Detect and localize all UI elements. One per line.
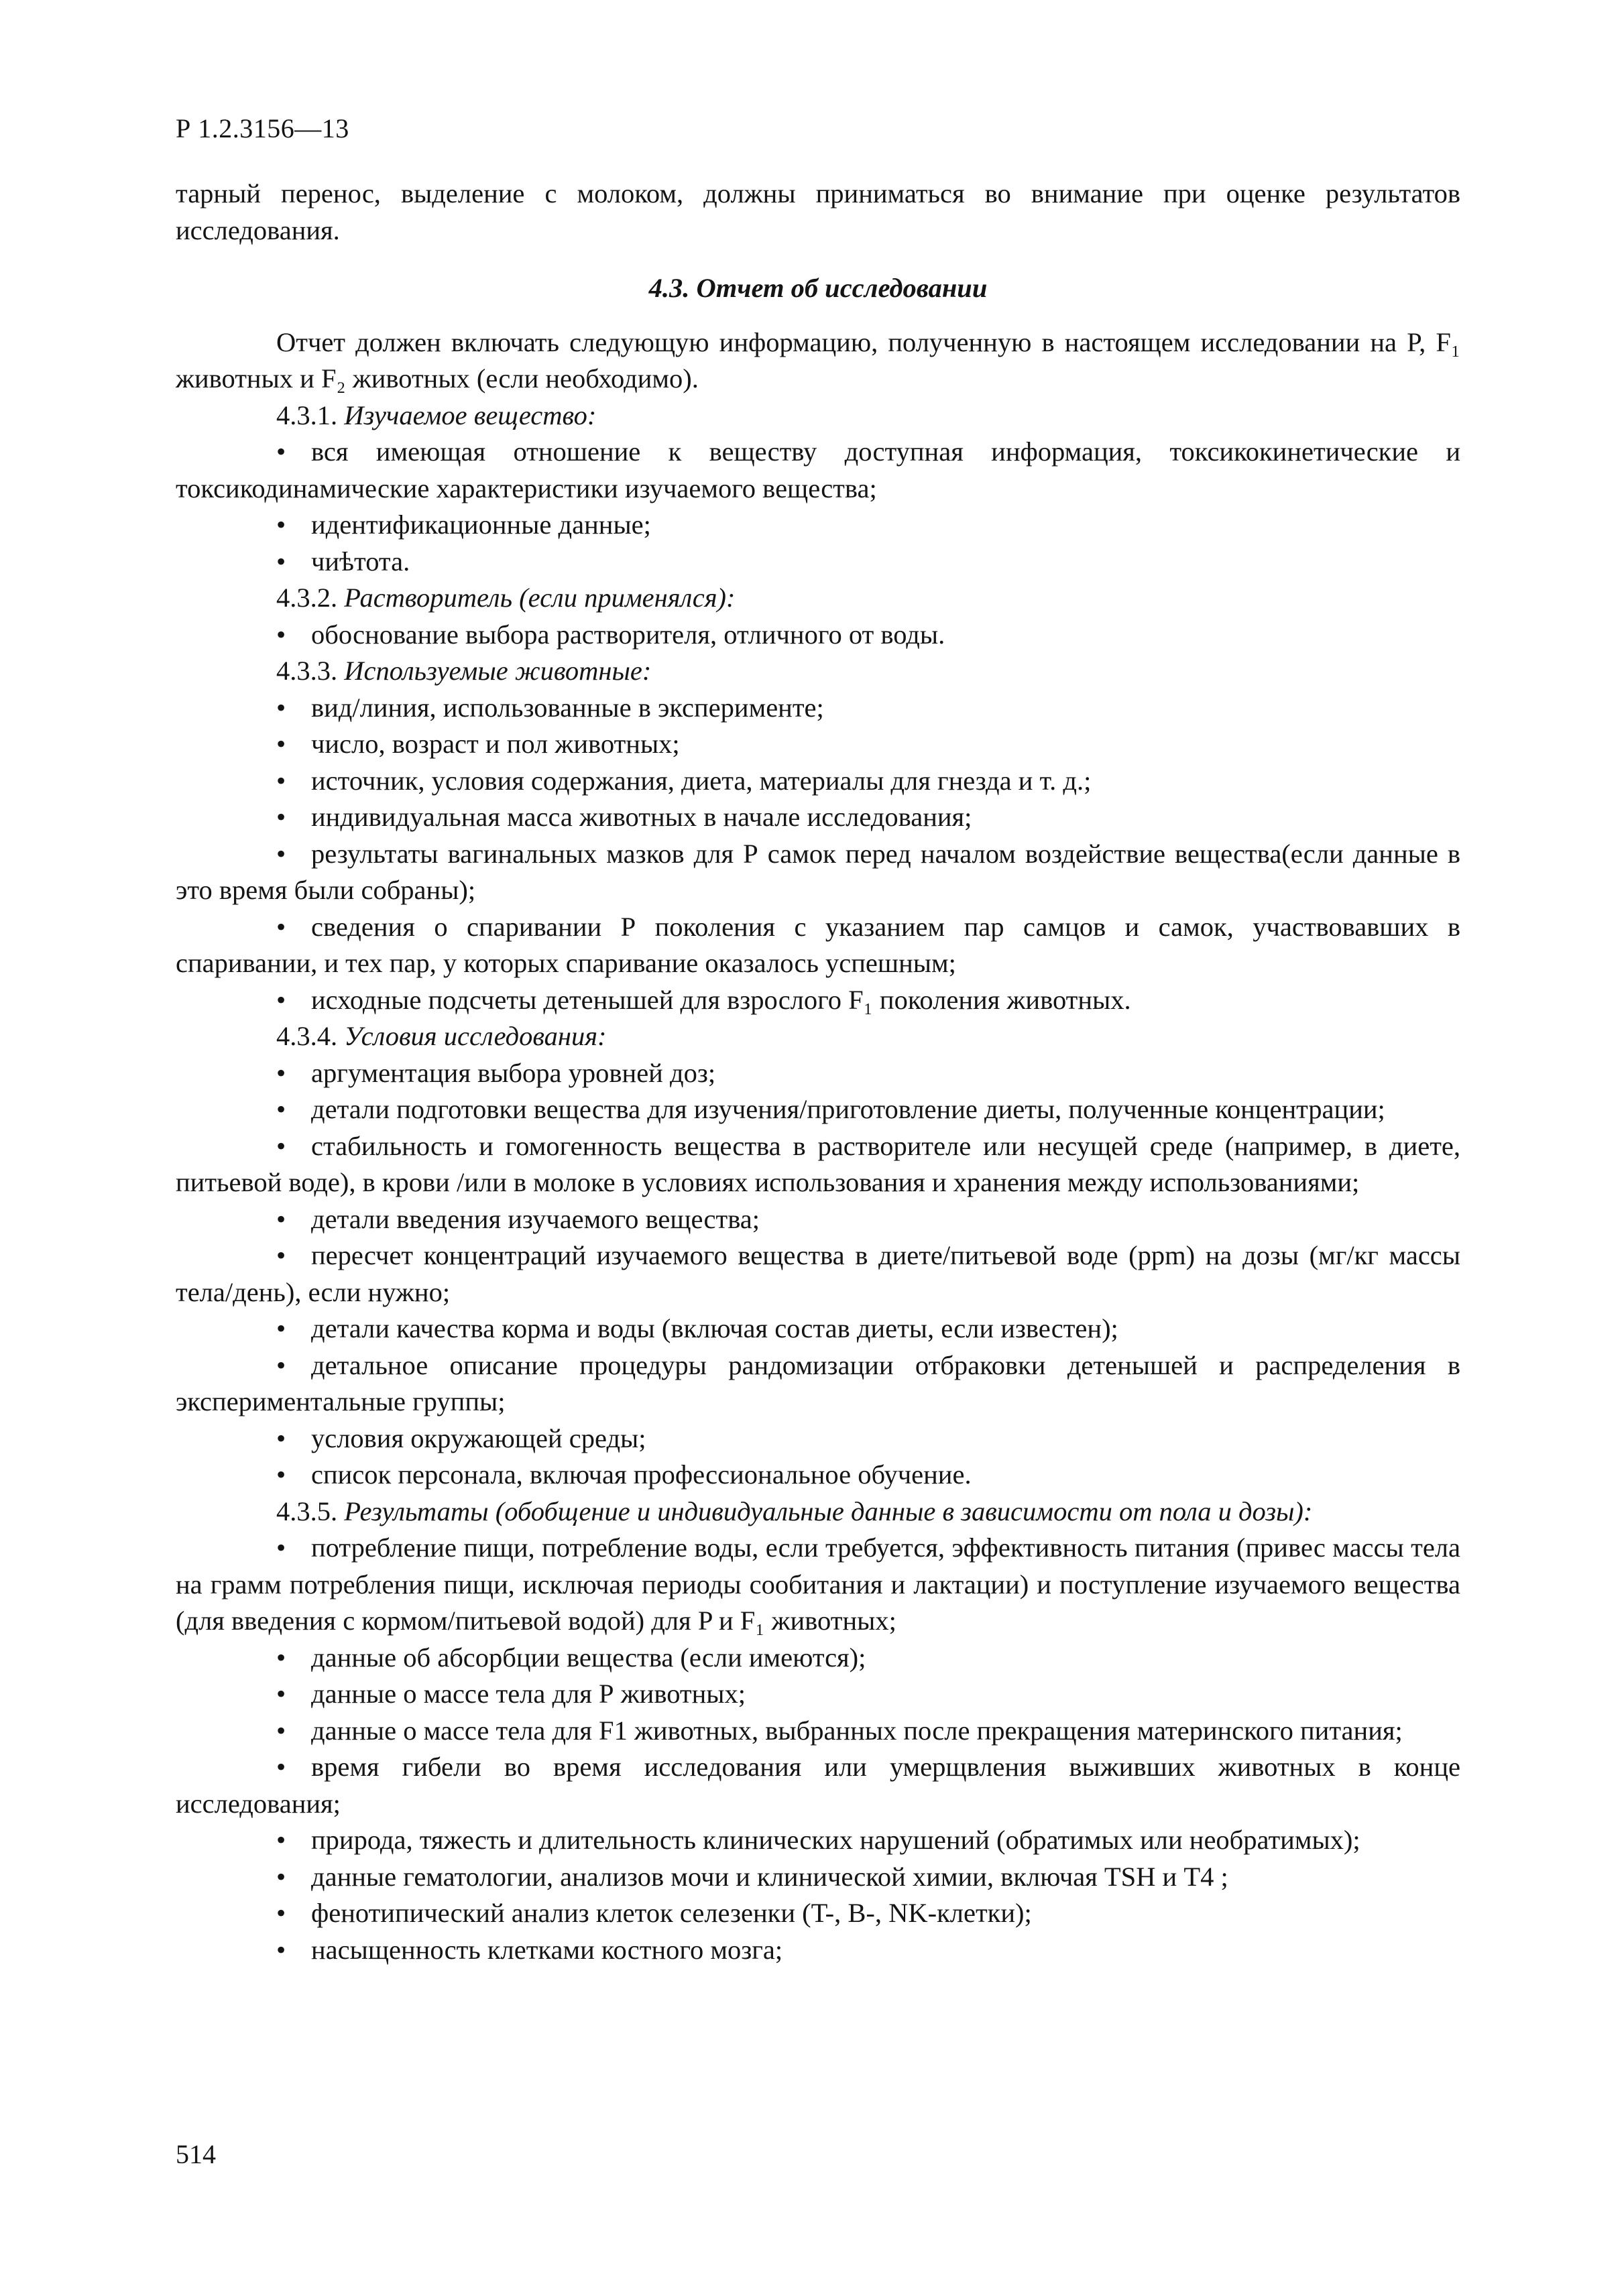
bullet-text: список персонала, включая профессиональное обучение.: [311, 1459, 972, 1490]
bullet-text: результаты вагинальных мазков для Р самок перед началом воздействие вещества(если данные в это время были собраны);: [176, 838, 1460, 905]
subsection-4-3-1: [176, 398, 1460, 434]
subsection-4-3-2: [176, 580, 1460, 617]
bullet-item: [176, 1895, 1460, 1932]
bullet-text: условия окружающей среды;: [311, 1423, 646, 1453]
bullet-item: [176, 726, 1460, 763]
bullet-item: [176, 1676, 1460, 1713]
bullet-item: [176, 799, 1460, 836]
bullet-item: [176, 1932, 1460, 1969]
subsection-title: Используемые животные:: [344, 656, 652, 686]
bullet-icon: [276, 1713, 311, 1750]
bullet-item: [176, 1347, 1460, 1421]
subsection-4-3-3: [176, 653, 1460, 690]
bullet-item: [176, 836, 1460, 909]
subsection-title: Условия исследования:: [344, 1021, 607, 1051]
bullet-icon: [276, 1457, 311, 1494]
bullet-list-conditions: [176, 1055, 1460, 1494]
bullet-text: детальное описание процедуры рандомизации отбраковки детенышей и распределения в экспериментальные группы;: [176, 1349, 1460, 1416]
bullet-icon: [276, 1055, 311, 1092]
bullet-icon: [276, 1311, 311, 1347]
bullet-text: время гибели во время исследования или умерщвления выживших животных в конце исследования;: [176, 1752, 1460, 1819]
bullet-text: чиѣтота.: [311, 546, 410, 577]
bullet-text: фенотипический анализ клеток селезенки (T-, B-, NK-клетки);: [311, 1898, 1032, 1928]
page-number: 514: [176, 2139, 216, 2169]
bullet-icon: [276, 617, 311, 654]
bullet-item: [176, 507, 1460, 544]
document-body: [176, 176, 1460, 1968]
bullet-text: детали введения изучаемого вещества;: [311, 1203, 760, 1234]
bullet-item: [176, 1457, 1460, 1494]
bullet-item: [176, 1091, 1460, 1128]
bullet-icon: [276, 1530, 311, 1567]
bullet-text: природа, тяжесть и длительность клинических нарушений (обратимых или необратимых);: [311, 1825, 1360, 1855]
subsection-number: 4.3.1.: [276, 400, 338, 430]
bullet-icon: [276, 1201, 311, 1238]
bullet-icon: [276, 763, 311, 800]
bullet-icon: [276, 434, 311, 471]
bullet-icon: [276, 1237, 311, 1274]
bullet-item: [176, 982, 1460, 1019]
bullet-text: исходные подсчеты детенышей для взрослого F₁ поколения животных.: [311, 984, 1131, 1015]
bullet-text: сведения о спаривании Р поколения с указанием пар самцов и самок, участвовавших в спаривании, и тех пар, у которых спаривание оказалось успешным;: [176, 911, 1460, 978]
intro-paragraph: тарный перенос, выделение с молоком, должны приниматься во внимание при оценке результатов исследования.: [176, 178, 1460, 245]
bullet-icon: [276, 1859, 311, 1896]
bullet-text: вид/линия, использованные в эксперименте;: [311, 692, 824, 723]
bullet-text: стабильность и гомогенность вещества в растворителе или несущей среде (например, в диете, питьевой воде), в крови /или в молоке в условиях использования и хранения между использованиями;: [176, 1130, 1460, 1197]
bullet-icon: [276, 836, 311, 873]
subsection-number: 4.3.5.: [276, 1496, 338, 1526]
bullet-icon: [276, 507, 311, 544]
bullet-item: [176, 1530, 1460, 1640]
subsection-title: Растворитель (если применялся):: [344, 583, 736, 613]
bullet-text: потребление пищи, потребление воды, если требуется, эффективность питания (привес массы тела на грамм потребления пищи, исключая периоды сообитания и лактации) и поступление изучаемого вещества (для введения с кормом/питьевой водой) для P и F₁ животных;: [176, 1532, 1460, 1636]
bullet-icon: [276, 1676, 311, 1713]
subsection-number: 4.3.4.: [276, 1021, 338, 1051]
bullet-icon: [276, 1347, 311, 1384]
subsection-title: Результаты (обобщение и индивидуальные данные в зависимости от пола и дозы):: [344, 1496, 1313, 1526]
bullet-icon: [276, 726, 311, 763]
bullet-text: пересчет концентраций изучаемого вещества в диете/питьевой воде (ppm) на дозы (мг/кг массы тела/день), если нужно;: [176, 1240, 1460, 1307]
bullet-icon: [276, 1895, 311, 1932]
subsection-number: 4.3.3.: [276, 656, 338, 686]
section-heading: 4.3. Отчет об исследовании: [648, 273, 988, 303]
bullet-icon: [276, 1128, 311, 1165]
bullet-item: [176, 1237, 1460, 1311]
subsection-title: Изучаемое вещество:: [344, 400, 597, 430]
bullet-item: [176, 544, 1460, 581]
bullet-text: источник, условия содержания, диета, материалы для гнезда и т. д.;: [311, 765, 1092, 796]
subsection-number: 4.3.2.: [276, 583, 338, 613]
bullet-text: вся имеющая отношение к веществу доступная информация, токсикокинетические и токсикодинамические характеристики изучаемого вещества;: [176, 436, 1460, 503]
bullet-text: данные о массе тела для Р животных;: [311, 1679, 746, 1709]
bullet-item: [176, 1713, 1460, 1750]
bullet-icon: [276, 544, 311, 581]
bullet-item: [176, 617, 1460, 654]
bullet-item: [176, 763, 1460, 800]
bullet-list-animals: [176, 690, 1460, 1019]
bullet-list-results: [176, 1530, 1460, 1968]
bullet-text: число, возраст и пол животных;: [311, 729, 680, 759]
bullet-list-substance: [176, 434, 1460, 580]
bullet-item: [176, 1055, 1460, 1092]
bullet-item: [176, 1201, 1460, 1238]
bullet-text: данные гематологии, анализов мочи и клинической химии, включая TSH и T4 ;: [311, 1861, 1228, 1892]
bullet-text: идентификационные данные;: [311, 509, 651, 540]
bullet-text: аргументация выбора уровней доз;: [311, 1057, 716, 1088]
bullet-text: индивидуальная масса животных в начале исследования;: [311, 802, 972, 832]
bullet-text: обоснование выбора растворителя, отличного от воды.: [311, 619, 945, 650]
bullet-text: детали качества корма и воды (включая состав диеты, если известен);: [311, 1313, 1118, 1343]
bullet-icon: [276, 1822, 311, 1859]
bullet-icon: [276, 1421, 311, 1457]
bullet-icon: [276, 1932, 311, 1969]
bullet-icon: [276, 690, 311, 727]
bullet-icon: [276, 1091, 311, 1128]
bullet-icon: [276, 982, 311, 1019]
bullet-icon: [276, 799, 311, 836]
bullet-item: [176, 1822, 1460, 1859]
document-code-header: Р 1.2.3156—13: [176, 113, 349, 143]
bullet-item: [176, 434, 1460, 507]
bullet-list-solvent: [176, 617, 1460, 654]
bullet-item: [176, 1128, 1460, 1201]
subsection-4-3-4: [176, 1018, 1460, 1055]
bullet-text: данные об абсорбции вещества (если имеются);: [311, 1642, 866, 1673]
bullet-icon: [276, 909, 311, 946]
bullet-item: [176, 1859, 1460, 1896]
bullet-text: данные о массе тела для F1 животных, выбранных после прекращения материнского питания;: [311, 1715, 1403, 1746]
bullet-item: [176, 1640, 1460, 1677]
subsection-4-3-5: [176, 1494, 1460, 1530]
bullet-item: [176, 909, 1460, 982]
bullet-item: [176, 1421, 1460, 1457]
bullet-icon: [276, 1640, 311, 1677]
bullet-icon: [276, 1749, 311, 1786]
bullet-item: [176, 1311, 1460, 1347]
bullet-text: детали подготовки вещества для изучения/приготовление диеты, полученные концентрации;: [311, 1094, 1385, 1124]
bullet-item: [176, 1749, 1460, 1822]
section-intro-paragraph: Отчет должен включать следующую информацию, полученную в настоящем исследовании на P, F₁ животных и F₂ животных (если необходимо).: [176, 326, 1460, 394]
bullet-item: [176, 690, 1460, 727]
bullet-text: насыщенность клетками костного мозга;: [311, 1934, 783, 1965]
